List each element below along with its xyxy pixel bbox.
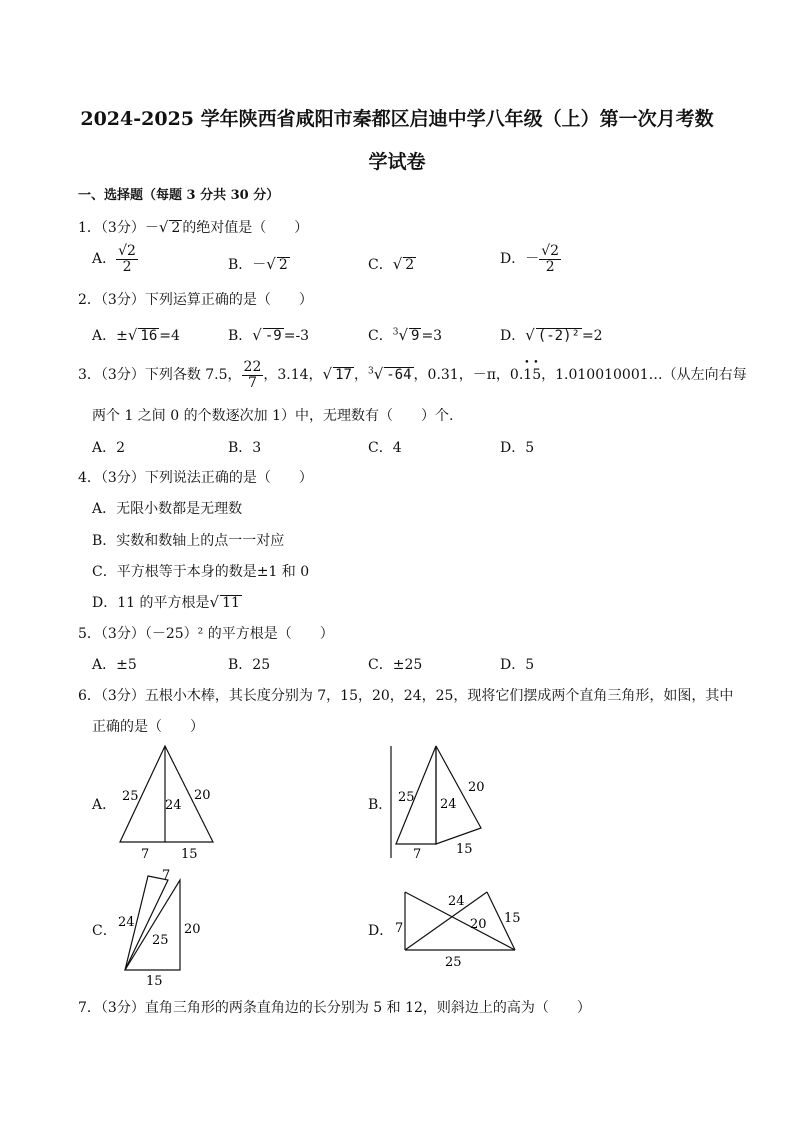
question-6-option-d[interactable]: D．: [368, 923, 394, 939]
question-4-option-d[interactable]: D．11 的平方根是√ 11: [92, 593, 240, 611]
question-2-option-a[interactable]: A．±√ 16 =4: [92, 326, 180, 344]
figure-c-label-top: 7: [162, 868, 171, 883]
question-1-stem: 1．（3分）－√ 2 的绝对值是（ ）: [78, 218, 309, 236]
figure-b-label-b1: 7: [413, 847, 422, 862]
question-5-option-c[interactable]: C．±25: [368, 657, 423, 673]
figure-d-label-right: 15: [504, 911, 521, 926]
figure-a-label-mid: 24: [165, 798, 182, 813]
figure-c-label-bottom: 15: [146, 974, 163, 989]
question-2-option-b[interactable]: B．√ -9 =-3: [228, 326, 310, 344]
question-2-option-d[interactable]: D．√ (-2)² =2: [500, 326, 603, 344]
question-2-stem: 2．（3分）下列运算正确的是（ ）: [78, 292, 313, 308]
figure-b-label-right: 20: [468, 780, 485, 795]
figure-c-triangles: [112, 866, 208, 990]
figure-b-triangles: [388, 742, 498, 862]
question-3-option-d[interactable]: D．5: [500, 440, 535, 456]
question-2-option-c[interactable]: C．$^3$√ 9 =3: [368, 326, 443, 344]
question-3-stem: 3．（3分）下列各数 7.5， $\frac{22}{7}$ ，3.14，√ 17 ，$^3$√ -64 ，0.31，－π，0.• 1• 5，1.010010001…（从左向右每: [78, 360, 747, 390]
figure-c-label-diag: 25: [152, 933, 169, 948]
figure-c-label-left: 24: [118, 915, 135, 930]
figure-d-label-mid: 20: [470, 917, 487, 932]
figure-d-label-top: 24: [448, 894, 465, 909]
section-heading: 一、选择题（每题 3 分共 30 分）: [78, 188, 280, 203]
figure-a-label-left: 25: [122, 789, 139, 804]
figure-a-label-b1: 7: [141, 847, 150, 862]
question-3-option-a[interactable]: A．2: [92, 440, 126, 456]
question-6-option-c[interactable]: C．: [92, 923, 117, 939]
question-3-option-c[interactable]: C．4: [368, 440, 402, 456]
figure-a-triangles: [112, 742, 222, 862]
figure-c-label-right: 20: [184, 922, 201, 937]
question-4-stem: 4．（3分）下列说法正确的是（ ）: [78, 470, 313, 486]
question-6-option-b[interactable]: B．: [368, 797, 393, 813]
exam-title-line1: 2024-2025 学年陕西省咸阳市秦都区启迪中学八年级（上）第一次月考数: [80, 108, 714, 130]
question-1-option-c[interactable]: C．√ 2: [368, 255, 415, 273]
figure-b-label-left: 25: [398, 790, 415, 805]
figure-d-label-bottom: 25: [445, 955, 462, 970]
figure-d-triangles: [393, 886, 523, 970]
question-5-option-b[interactable]: B．25: [228, 657, 271, 673]
question-5-option-d[interactable]: D．5: [500, 657, 535, 673]
question-1-option-b[interactable]: B．－√ 2: [228, 255, 288, 273]
question-6-option-a[interactable]: A．: [92, 797, 117, 813]
question-4-option-c[interactable]: C．平方根等于本身的数是±1 和 0: [92, 564, 310, 580]
question-3-stem-line2: 两个 1 之间 0 的个数逐次加 1）中，无理数有（ ）个.: [92, 408, 454, 424]
figure-b-right-triangle: [436, 746, 481, 844]
question-7-stem: 7．（3分）直角三角形的两条直角边的长分别为 5 和 12，则斜边上的高为（ ）: [78, 1000, 591, 1016]
question-4-option-b[interactable]: B．实数和数轴上的点一一对应: [92, 533, 285, 549]
question-5-stem: 5．（3分）（－25）² 的平方根是（ ）: [78, 626, 334, 642]
figure-d-label-left: 7: [395, 921, 404, 936]
question-1-option-d[interactable]: D．－ $\frac{√2}{2}$: [500, 243, 560, 275]
question-1-option-a[interactable]: A． $\frac{√2}{2}$: [92, 243, 136, 275]
question-6-stem: 6．（3分）五根小木棒，其长度分别为 7，15，20，24，25，现将它们摆成两个直角三角形，如图，其中: [78, 688, 734, 704]
question-3-option-b[interactable]: B．3: [228, 440, 262, 456]
question-6-stem-line2: 正确的是（ ）: [92, 719, 204, 735]
figure-b-label-b2: 15: [456, 842, 473, 857]
figure-a-label-right: 20: [194, 788, 211, 803]
question-5-option-a[interactable]: A．±5: [92, 657, 137, 673]
question-4-option-a[interactable]: A．无限小数都是无理数: [92, 501, 243, 517]
exam-title-line2: 学试卷: [368, 151, 426, 173]
figure-a-label-b2: 15: [181, 847, 198, 862]
figure-b-label-mid: 24: [440, 797, 457, 812]
